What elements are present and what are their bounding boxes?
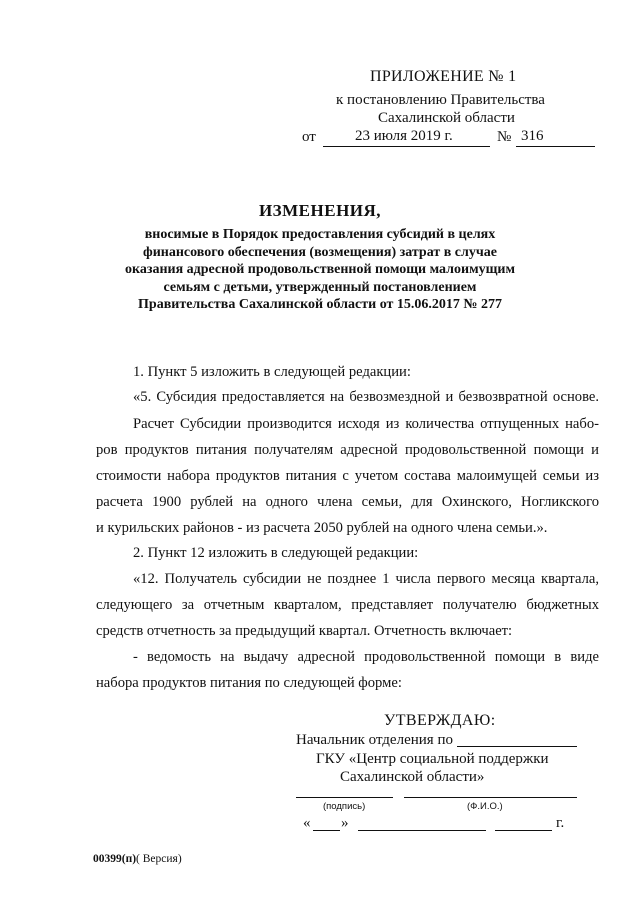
date-day-blank: [313, 830, 340, 831]
approval-org: ГКУ «Центр социальной поддержки: [316, 751, 549, 767]
body-line-p12-4: - ведомость на выдачу адресной продовольственной помощи в виде: [133, 649, 599, 665]
appendix-number-underline: [516, 146, 595, 147]
date-open-quote: «: [303, 815, 311, 831]
signature-line: [296, 797, 393, 798]
appendix-date-underline: [323, 146, 490, 147]
body-line-p12-5: набора продуктов питания по следующей форме:: [96, 675, 402, 691]
document-heading: ИЗМЕНЕНИЯ,: [258, 201, 382, 220]
body-line-p12-1: «12. Получатель субсидии не позднее 1 числа первого месяца квартала,: [133, 571, 599, 587]
name-line: [404, 797, 577, 798]
body-line-calc-5: и курильских районов - из расчета 2050 рублей на одного члена семьи.».: [96, 520, 548, 536]
appendix-region: Сахалинской области: [378, 110, 515, 126]
appendix-number: 316: [521, 128, 544, 144]
footer-code: 00399(п): [93, 853, 137, 865]
footer-code-block: [93, 853, 182, 865]
approval-heading: УТВЕРЖДАЮ:: [384, 712, 496, 729]
approval-region: Сахалинской области»: [340, 769, 485, 785]
subheading-line: вносимые в Порядок предоставления субсидий в целях: [144, 227, 496, 242]
appendix-date: 23 июля 2019 г.: [355, 128, 453, 144]
body-line-calc-2: ров продуктов питания получателям адресной продовольственной помощи и: [96, 442, 599, 458]
document-subheading: [95, 226, 545, 314]
body-line-calc-1: Расчет Субсидии производится исходя из количества отпущенных набо-: [133, 416, 599, 432]
body-line-calc-3: стоимости набора продуктов питания с учетом состава малоимущей семьи из: [96, 468, 599, 484]
body-line-p5: «5. Субсидия предоставляется на безвозмездной и безвозвратной основе.: [133, 389, 599, 405]
footer-version: ( Версия): [136, 853, 182, 865]
signature-caption: (подпись): [323, 801, 366, 812]
subheading-line: оказания адресной продовольственной помощи малоимущим: [124, 262, 516, 277]
approval-chief: Начальник отделения по: [296, 732, 453, 748]
date-close-quote: »: [341, 815, 349, 831]
subheading-line: финансового обеспечения (возмещения) затрат в случае: [143, 244, 497, 260]
body-line-p12-2: следующего за отчетным кварталом, представляет получателю бюджетных: [96, 597, 599, 613]
body-line-p12-3: средств отчетность за предыдущий квартал. Отчетность включает:: [96, 623, 513, 639]
date-month-blank: [358, 830, 486, 831]
appendix-number-label: №: [497, 129, 512, 145]
appendix-from-label: от: [302, 129, 316, 145]
subheading-line: Правительства Сахалинской области от 15.06.2017 № 277: [138, 297, 502, 312]
name-caption: (Ф.И.О.): [467, 801, 503, 812]
appendix-resolution-ref: к постановлению Правительства: [336, 92, 545, 108]
body-line-calc-4: расчета 1900 рублей на одного члена семьи, для Охинского, Ногликского: [96, 494, 599, 510]
approval-chief-blank: [457, 746, 577, 747]
date-year-suffix: г.: [556, 815, 565, 831]
body-line-item-2: 2. Пункт 12 изложить в следующей редакции:: [133, 545, 419, 561]
subheading-line: семьям с детьми, утвержденный постановлением: [163, 279, 477, 295]
body-line-item-1: 1. Пункт 5 изложить в следующей редакции:: [133, 364, 411, 380]
appendix-title: ПРИЛОЖЕНИЕ № 1: [370, 68, 517, 85]
date-year-blank: [495, 830, 552, 831]
